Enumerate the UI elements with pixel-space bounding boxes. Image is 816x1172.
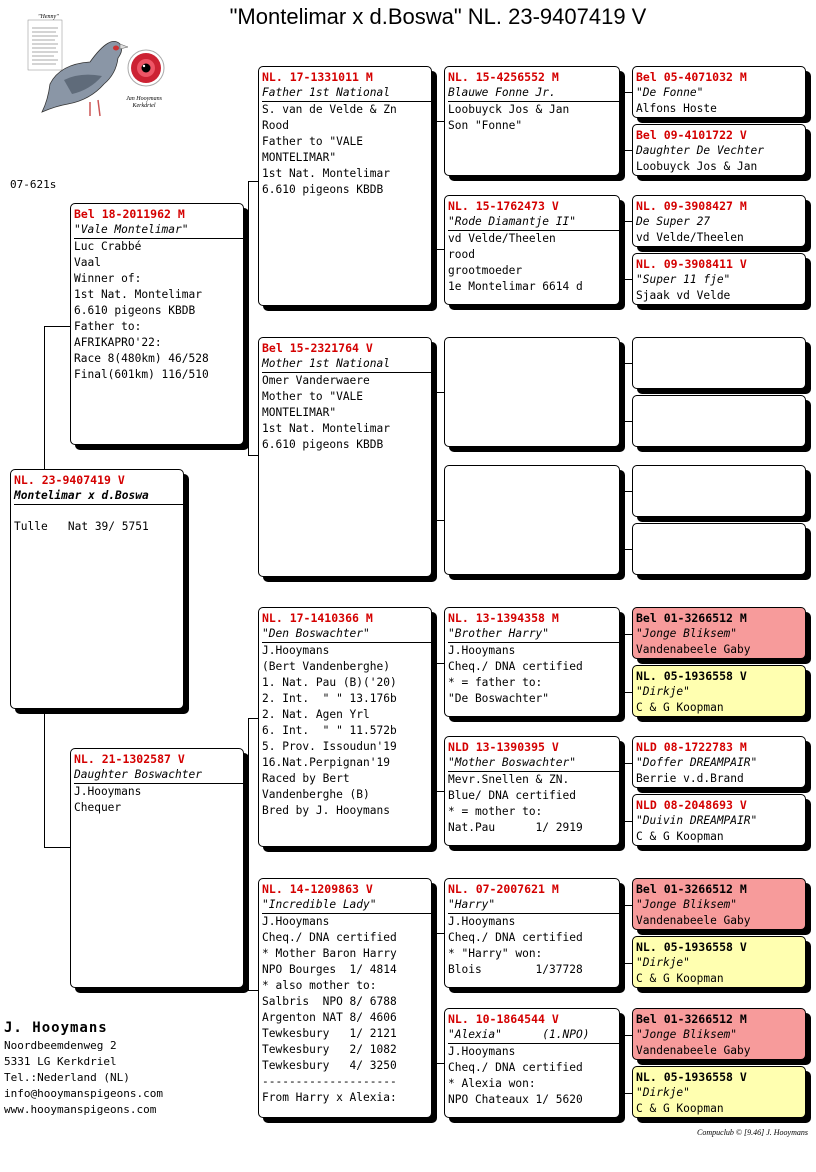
ring-number: NL. 13-1394358 M	[448, 611, 559, 625]
ring-number: Bel 18-2011962 M	[74, 207, 185, 221]
connector-line	[44, 326, 70, 327]
ring-number: Bel 01-3266512 M	[636, 611, 747, 625]
card-line: J.Hooymans	[74, 785, 142, 798]
card-line: J.Hooymans	[448, 1045, 516, 1058]
connector-line	[624, 92, 625, 150]
ring-number: NLD 13-1390395 V	[448, 740, 559, 754]
connector-line	[624, 221, 625, 279]
pigeon-card-empty[interactable]	[632, 395, 806, 447]
card-line: C & G Koopman	[636, 1102, 724, 1115]
connector-line	[624, 92, 632, 93]
card-line: Mevr.Snellen & ZN.	[448, 773, 570, 786]
card-line: * = mother to:	[448, 805, 543, 818]
connector-line	[624, 763, 632, 764]
card-line: --------------------	[262, 1075, 397, 1088]
pigeon-name: "Incredible Lady"	[262, 897, 431, 914]
card-line: Raced by Bert	[262, 772, 350, 785]
pigeon-card-g14[interactable]	[632, 936, 806, 988]
card-line: * = father to:	[448, 676, 543, 689]
card-line: Vandenabeele Gaby	[636, 914, 751, 927]
pigeon-name: "Jonge Bliksem"	[636, 1028, 738, 1041]
card-line: (Bert Vandenberghe)	[262, 660, 390, 673]
connector-line	[436, 392, 437, 520]
pigeon-card-subject[interactable]	[10, 469, 184, 709]
card-line: Vaal	[74, 256, 101, 269]
ring-number: NL. 23-9407419 V	[14, 473, 125, 487]
card-line: Son "Fonne"	[448, 119, 523, 132]
ring-number: Bel 05-4071032 M	[636, 70, 747, 84]
owner-address: Noordbeemdenweg 2	[4, 1039, 117, 1052]
card-line: Vandenabeele Gaby	[636, 1044, 751, 1057]
pigeon-card-g2[interactable]	[632, 124, 806, 176]
pigeon-card-sire-dam[interactable]	[258, 337, 432, 577]
card-line: Blue/ DNA certified	[448, 789, 576, 802]
connector-line	[436, 121, 437, 249]
card-line: grootmoeder	[448, 264, 523, 277]
card-line: * also mother to:	[262, 979, 377, 992]
ring-number: NL. 09-3908427 M	[636, 199, 747, 213]
pigeon-card-dam[interactable]	[70, 748, 244, 988]
side-label: 07-621s	[10, 178, 57, 191]
connector-line	[436, 249, 444, 250]
card-line: 1st Nat. Montelimar	[262, 167, 390, 180]
card-line: Father to "VALE	[262, 135, 364, 148]
ring-number: NL. 09-3908411 V	[636, 257, 747, 271]
card-line: C & G Koopman	[636, 972, 724, 985]
pigeon-name: "Doffer DREAMPAIR"	[636, 756, 758, 769]
connector-line	[624, 221, 632, 222]
connector-line	[624, 905, 625, 963]
connector-line	[248, 455, 258, 456]
pigeon-name: "De Fonne"	[636, 86, 704, 99]
pigeon-card-sire[interactable]	[70, 203, 244, 445]
pigeon-name: "Duivin DREAMPAIR"	[636, 814, 758, 827]
connector-line	[436, 1063, 444, 1064]
card-line: J.Hooymans	[262, 644, 330, 657]
pigeon-name: "Rode Diamantje II"	[448, 214, 619, 231]
connector-line	[624, 279, 632, 280]
card-line: 2. Nat. Agen Yrl	[262, 708, 370, 721]
connector-line	[624, 634, 632, 635]
pigeon-name: "Jonge Bliksem"	[636, 898, 738, 911]
pigeon-card-ssd[interactable]	[444, 195, 620, 305]
card-line: Nat.Pau 1/ 2919	[448, 821, 583, 834]
logo-caption-left: "Henny"	[38, 14, 59, 20]
ring-number: Bel 01-3266512 M	[636, 1012, 747, 1026]
card-line: 16.Nat.Perpignan'19	[262, 756, 390, 769]
pigeon-card-empty[interactable]	[632, 465, 806, 517]
connector-line	[624, 491, 625, 549]
card-line: Cheq./ DNA certified	[448, 660, 583, 673]
page-title: "Montelimar x d.Boswa" NL. 23-9407419 V	[229, 4, 647, 29]
pigeon-card-ddd[interactable]	[444, 1008, 620, 1118]
connector-line	[248, 181, 249, 455]
card-line: 6.610 pigeons KBDB	[74, 304, 196, 317]
owner-name: J. Hooymans	[4, 1020, 108, 1036]
card-line: Winner of:	[74, 272, 142, 285]
connector-line	[248, 181, 258, 182]
card-line: * Mother Baron Harry	[262, 947, 397, 960]
card-line: 6. Int. " " 11.572b	[262, 724, 397, 737]
connector-line	[624, 763, 625, 821]
card-line: vd Velde/Theelen	[448, 232, 556, 245]
pigeon-card-g16[interactable]	[632, 1066, 806, 1118]
pigeon-name: Daughter Boswachter	[74, 767, 243, 784]
card-line: 1. Nat. Pau (B)('20)	[262, 676, 397, 689]
card-line: 2. Int. " " 13.176b	[262, 692, 397, 705]
ring-number: NL. 07-2007621 M	[448, 882, 559, 896]
card-line: J.Hooymans	[448, 644, 516, 657]
logo	[20, 14, 170, 126]
connector-line	[44, 847, 70, 848]
pigeon-name: Mother 1st National	[262, 356, 431, 373]
connector-line	[436, 791, 444, 792]
pigeon-name: "Vale Montelimar"	[74, 222, 243, 239]
connector-line	[624, 491, 632, 492]
connector-line	[436, 392, 444, 393]
owner-block	[4, 1018, 163, 1118]
card-line: S. van de Velde & Zn	[262, 103, 397, 116]
ring-number: NLD 08-2048693 V	[636, 798, 747, 812]
ring-number: NL. 14-1209863 V	[262, 882, 373, 896]
card-line: Bred by J. Hooymans	[262, 804, 390, 817]
card-line: Loobuyck Jos & Jan	[636, 160, 758, 173]
connector-line	[624, 1093, 632, 1094]
connector-line	[624, 905, 632, 906]
pigeon-card-g10[interactable]	[632, 665, 806, 717]
card-line: Tewkesbury 1/ 2121	[262, 1027, 397, 1040]
ring-number: NL. 05-1936558 V	[636, 669, 747, 683]
pigeon-name: Father 1st National	[262, 85, 431, 102]
card-line: 6.610 pigeons KBDB	[262, 438, 384, 451]
ring-number: Bel 15-2321764 V	[262, 341, 373, 355]
pigeon-name: "Dirkje"	[636, 685, 690, 698]
footer-credit: Compuclub © [9.46] J. Hooymans	[697, 1128, 808, 1137]
card-line: 1st Nat. Montelimar	[262, 422, 390, 435]
card-line: 1st Nat. Montelimar	[74, 288, 202, 301]
owner-city: 5331 LG Kerkdriel	[4, 1055, 117, 1068]
ring-number: NL. 15-4256552 M	[448, 70, 559, 84]
card-line: C & G Koopman	[636, 701, 724, 714]
connector-line	[44, 326, 45, 469]
ring-number: NL. 17-1331011 M	[262, 70, 373, 84]
ring-number: Bel 09-4101722 V	[636, 128, 747, 142]
owner-website[interactable]: www.hooymanspigeons.com	[4, 1103, 157, 1116]
ring-number: NL. 05-1936558 V	[636, 1070, 747, 1084]
card-line: 6.610 pigeons KBDB	[262, 183, 384, 196]
pigeon-card-sire-sire[interactable]	[258, 66, 432, 306]
card-line: C & G Koopman	[636, 830, 724, 843]
card-line: "De Boswachter"	[448, 692, 550, 705]
pigeon-name: "Alexia" (1.NPO)	[448, 1027, 619, 1044]
connector-line	[248, 990, 258, 991]
connector-line	[624, 421, 632, 422]
pigeon-card-g12[interactable]	[632, 794, 806, 846]
pigeon-name: "Dirkje"	[636, 1086, 690, 1099]
pigeon-card-dds[interactable]	[444, 878, 620, 988]
card-line: Sjaak vd Velde	[636, 289, 731, 302]
connector-line	[44, 714, 45, 847]
card-line: * "Harry" won:	[448, 947, 543, 960]
pigeon-name: "Jonge Bliksem"	[636, 627, 738, 640]
connector-line	[624, 634, 625, 692]
card-line: Chequer	[74, 801, 122, 814]
card-line: MONTELIMAR"	[262, 151, 337, 164]
card-line: Tewkesbury 2/ 1082	[262, 1043, 397, 1056]
ring-number: NL. 17-1410366 M	[262, 611, 373, 625]
pigeon-name: Daughter De Vechter	[636, 144, 764, 157]
pigeon-name: "Mother Boswachter"	[448, 755, 619, 772]
connector-line	[624, 363, 632, 364]
connector-line	[624, 963, 632, 964]
pigeon-card-g11[interactable]	[632, 736, 806, 788]
pigeon-name: Montelimar x d.Boswa	[14, 488, 183, 505]
card-line: NPO Chateaux 1/ 5620	[448, 1093, 583, 1106]
card-line: Alfons Hoste	[636, 102, 717, 115]
card-line: Father to:	[74, 320, 142, 333]
card-line: Luc Crabbé	[74, 240, 142, 253]
connector-line	[248, 718, 258, 719]
pigeon-card-dam-sire[interactable]	[258, 607, 432, 847]
connector-line	[436, 933, 437, 1063]
card-line: Rood	[262, 119, 289, 132]
card-line: Berrie v.d.Brand	[636, 772, 744, 785]
card-line: Mother to "VALE	[262, 390, 364, 403]
card-line: 5. Prov. Issoudun'19	[262, 740, 397, 753]
card-line: Cheq./ DNA certified	[448, 931, 583, 944]
connector-line	[624, 1035, 625, 1093]
card-line: Vandenberghe (B)	[262, 788, 370, 801]
logo-caption-right: Jan Hooymans Kerkdriel	[126, 96, 162, 109]
pigeon-card-g15[interactable]	[632, 1008, 806, 1060]
pigeon-card-empty[interactable]	[444, 465, 620, 575]
connector-line	[624, 150, 632, 151]
pigeon-card-g3[interactable]	[632, 195, 806, 247]
card-line: Cheq./ DNA certified	[262, 931, 397, 944]
pigeon-name: "Den Boswachter"	[262, 626, 431, 643]
connector-line	[624, 692, 632, 693]
connector-line	[436, 121, 444, 122]
card-line: Omer Vanderwaere	[262, 374, 370, 387]
card-line: Cheq./ DNA certified	[448, 1061, 583, 1074]
pigeon-card-g9[interactable]	[632, 607, 806, 659]
card-line: NPO Bourges 1/ 4814	[262, 963, 397, 976]
pigeon-name: Blauwe Fonne Jr.	[448, 85, 619, 102]
pigeon-card-dsd[interactable]	[444, 736, 620, 846]
pigeon-card-dam-dam[interactable]	[258, 878, 432, 1118]
ring-number: NLD 08-1722783 M	[636, 740, 747, 754]
pigeon-name: "Harry"	[448, 897, 619, 914]
card-line: MONTELIMAR"	[262, 406, 337, 419]
card-line: AFRIKAPRO'22:	[74, 336, 162, 349]
pigeon-card-g13[interactable]	[632, 878, 806, 930]
card-line: Final(601km) 116/510	[74, 368, 209, 381]
ring-number: NL. 15-1762473 V	[448, 199, 559, 213]
connector-line	[248, 718, 249, 990]
pigeon-card-g1[interactable]	[632, 66, 806, 118]
connector-line	[624, 1035, 632, 1036]
pigeon-card-empty[interactable]	[632, 337, 806, 389]
card-line: rood	[448, 248, 475, 261]
card-line: Race 8(480km) 46/528	[74, 352, 209, 365]
card-line: Blois 1/37728	[448, 963, 583, 976]
connector-line	[436, 933, 444, 934]
pigeon-card-empty[interactable]	[444, 337, 620, 447]
connector-line	[436, 663, 437, 791]
connector-line	[624, 549, 632, 550]
card-line: J.Hooymans	[448, 915, 516, 928]
ring-number: NL. 10-1864544 V	[448, 1012, 559, 1026]
card-line: Salbris NPO 8/ 6788	[262, 995, 397, 1008]
card-line: 1e Montelimar 6614 d	[448, 280, 583, 293]
pigeon-card-dss[interactable]	[444, 607, 620, 717]
card-line: Loobuyck Jos & Jan	[448, 103, 570, 116]
card-line: Vandenabeele Gaby	[636, 643, 751, 656]
owner-email[interactable]: info@hooymanspigeons.com	[4, 1087, 163, 1100]
card-line: Argenton NAT 8/ 4606	[262, 1011, 397, 1024]
owner-phone: Tel.:Nederland (NL)	[4, 1071, 130, 1084]
card-line: Tewkesbury 4/ 3250	[262, 1059, 397, 1072]
pigeon-name: De Super 27	[636, 215, 711, 228]
ring-number: Bel 01-3266512 M	[636, 882, 747, 896]
connector-line	[624, 363, 625, 421]
card-line: From Harry x Alexia:	[262, 1091, 397, 1104]
connector-line	[436, 520, 444, 521]
connector-line	[624, 821, 632, 822]
ring-number: NL. 21-1302587 V	[74, 752, 185, 766]
pigeon-card-g4[interactable]	[632, 253, 806, 305]
pigeon-name: "Dirkje"	[636, 956, 690, 969]
pigeon-card-sss[interactable]	[444, 66, 620, 176]
card-line: vd Velde/Theelen	[636, 231, 744, 244]
ring-number: NL. 05-1936558 V	[636, 940, 747, 954]
pigeon-name: "Super 11 fje"	[636, 273, 731, 286]
card-line: J.Hooymans	[262, 915, 330, 928]
connector-line	[436, 663, 444, 664]
pigeon-card-empty[interactable]	[632, 523, 806, 575]
card-line: * Alexia won:	[448, 1077, 536, 1090]
card-line: Tulle Nat 39/ 5751	[14, 520, 149, 533]
pigeon-name: "Brother Harry"	[448, 626, 619, 643]
